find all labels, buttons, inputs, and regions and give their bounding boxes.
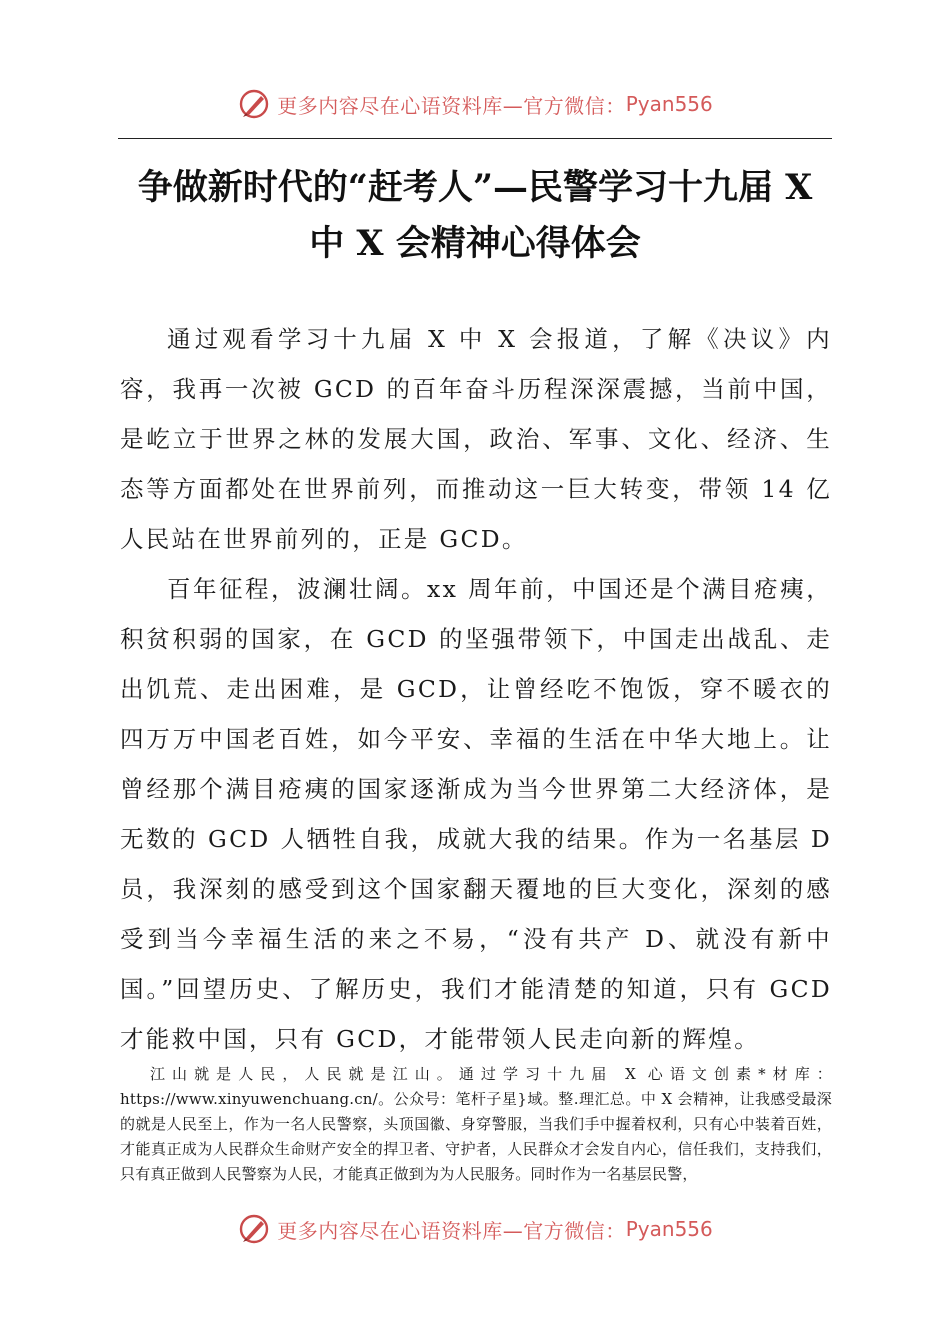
banner-wechat-id: Pyan556: [625, 92, 713, 116]
banner-text: 更多内容尽在心语资料库—官方微信：: [277, 93, 626, 118]
footer-banner-wechat-id: Pyan556: [625, 1217, 713, 1241]
header-banner: [0, 84, 950, 124]
body-paragraph-1: 通过观看学习十九届 X 中 X 会报道，了解《决议》内容，我再一次被 GCD 的百年奋斗历程深深震撼，当前中国，是屹立于世界之林的发展大国，政治、军事、文化、经济、生态等方面都处在世界前列，而推动这一巨大转变，带领 14 亿人民站在世界前列的，正是 GCD。: [120, 325, 832, 553]
pen-circle-logo-icon: [237, 87, 271, 121]
footer-banner-text: 更多内容尽在心语资料库—官方微信：: [277, 1218, 626, 1243]
pen-circle-logo-icon: [237, 1212, 271, 1246]
document-title: [108, 160, 842, 272]
title-line-2: 中 X 会精神心得体会: [309, 223, 641, 264]
footer-banner: [0, 1209, 950, 1249]
body-paragraph-2: 百年征程，波澜壮阔。xx 周年前，中国还是个满目疮痍，积贫积弱的国家，在 GCD 的坚强带领下，中国走出战乱、走出饥荒、走出困难，是 GCD，让曾经吃不饱饭，穿不暖衣的四万万中国老百姓，如今平安、幸福的生活在中华大地上。让曾经那个满目疮痍的国家逐渐成为当今世界第二大经济体，是无数的 GCD 人牺牲自我，成就大我的结果。作为一名基层 D 员，我深刻的感受到这个国家翻天覆地的巨大变化，深刻的感受到当今幸福生活的来之不易，“没有共产 D、就没有新中国。”回望历史、了解历史，我们才能清楚的知道，只有 GCD 才能救中国，只有 GCD，才能带领人民走向新的辉煌。: [120, 575, 832, 1053]
document-body: [120, 314, 832, 1064]
small-paragraph: 江山就是人民，人民就是江山。通过学习十九届 X 心语文创素*材库：https://www.xinyuwenchuang.cn/。公众号：笔杆子星}域。整.理汇总。中 X 会精神，让我感受最深的就是人民至上，作为一名人民警察，头顶国徽、身穿警服，当我们手中握着权利，只有心中装着百姓，才能真正成为人民群众生命财产安全的捍卫者、守护者，人民群众才会发自内心，信任我们，支持我们，只有真正做到人民警察为人民，才能真正做到为为人民服务。同时作为一名基层民警，: [120, 1065, 832, 1183]
small-print-section: [120, 1062, 832, 1187]
header-divider: [118, 138, 832, 139]
title-line-1: 争做新时代的“赶考人”—民警学习十九届 X: [137, 167, 813, 208]
